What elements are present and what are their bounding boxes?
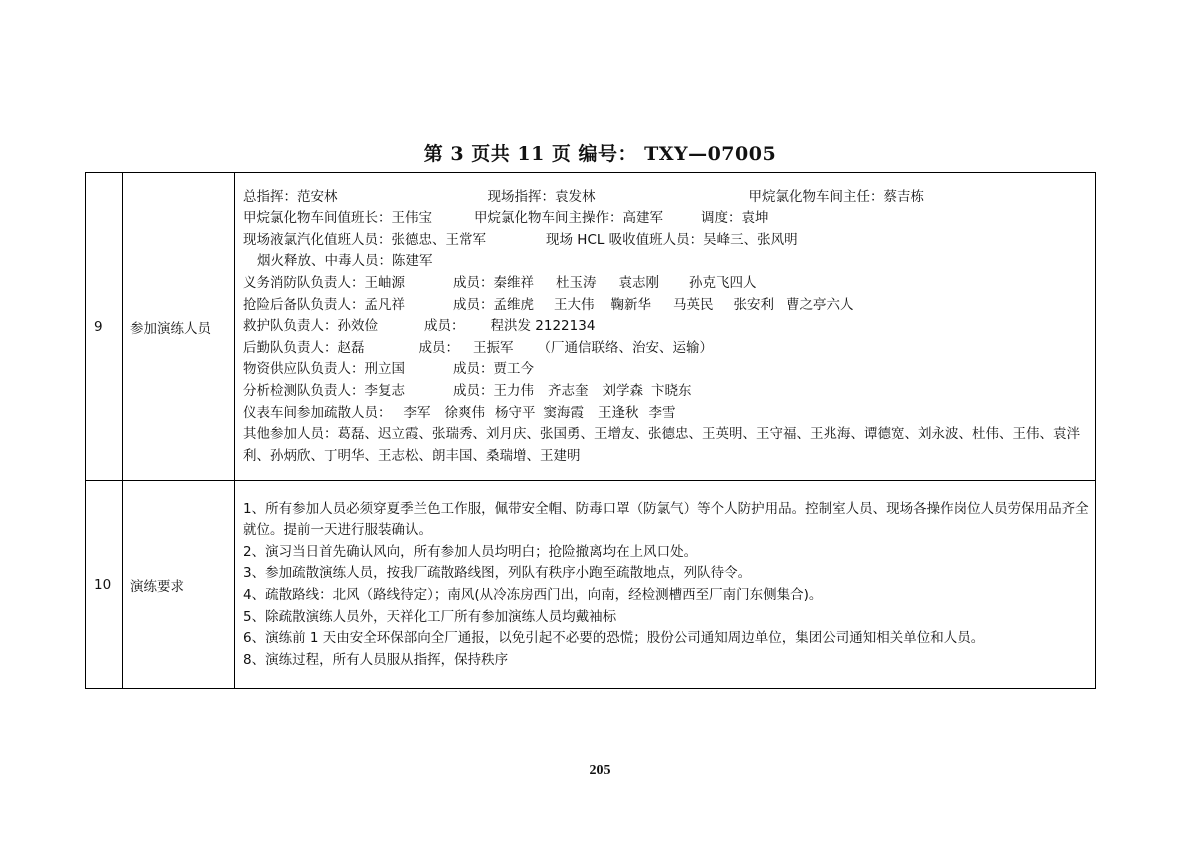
- line-rescue-reserve: 抢险后备队负责人：孟凡祥 成员：孟维虎 王大伟 鞠新华 马英民 张安利 曹之亭六人: [243, 296, 854, 313]
- requirement-item: 3、参加疏散演练人员，按我厂疏散路线图，列队有秩序小跑至疏散地点，列队待令。: [243, 565, 752, 582]
- line-fire-team: 义务消防队负责人：王岫源 成员：秦维祥 杜玉涛 袁志刚 孙克飞四人: [243, 275, 757, 292]
- table-row: [86, 481, 1096, 689]
- row-label: 演练要求: [123, 481, 235, 689]
- line-supply: 物资供应队负责人：刑立国 成员：贾工今: [243, 361, 534, 378]
- row-number: 10: [86, 481, 123, 689]
- page-number: 205: [589, 763, 611, 778]
- line-medical: 救护队负责人：孙效俭 成员： 程洪发 2122134: [243, 318, 596, 335]
- line-smoke: 烟火释放、中毒人员：陈建军: [257, 253, 433, 270]
- table-row: [86, 173, 1096, 481]
- requirement-item: 5、除疏散演练人员外，天祥化工厂所有参加演练人员均戴袖标: [243, 608, 617, 625]
- requirement-item: 8、演练过程，所有人员服从指挥，保持秩序: [243, 651, 509, 668]
- row-label: 参加演练人员: [123, 173, 235, 481]
- participants-cell: [235, 173, 1096, 481]
- line-analysis: 分析检测队负责人：李复志 成员：王力伟 齐志奎 刘学森 卞晓东: [243, 382, 692, 399]
- requirement-item: 6、演练前 1 天由安全环保部向全厂通报，以免引起不必要的恐慌；股份公司通知周边单位，集团公司通知相关单位和人员。: [243, 630, 985, 647]
- line-onsite: 现场液氯汽化值班人员：张德忠、王常军 现场 HCL 吸收值班人员：吴峰三、张风明: [243, 231, 798, 248]
- line-instrument: 仪表车间参加疏散人员： 李军 徐爽伟 杨守平 窦海霞 王逢秋 李雪: [243, 404, 676, 421]
- row-number: 9: [86, 173, 123, 481]
- line-other-participants: 其他参加人员：葛磊、迟立霞、张瑞秀、刘月庆、张国勇、王增友、张德忠、王英明、王守福、王兆海、谭德宽、刘永波、杜伟、王伟、袁泮利、孙炳欣、丁明华、王志松、朗丰国、桑瑞增、王建明: [243, 426, 1080, 464]
- line-commanders: 总指挥：范安林 现场指挥：袁发林 甲烷氯化物车间主任：蔡吉栋: [243, 188, 924, 205]
- line-logistics: 后勤队负责人：赵磊 成员： 王振军 （厂通信联络、治安、运输）: [243, 339, 713, 356]
- line-shift: 甲烷氯化物车间值班长：王伟宝 甲烷氯化物车间主操作：高建军 调度：袁坤: [243, 210, 769, 227]
- page-header: 第 3 页共 11 页 编号： TXY—07005: [423, 143, 777, 165]
- requirement-item: 4、疏散路线：北风（路线待定）；南风(从冷冻房西门出，向南，经检测槽西至厂南门东侧集合)。: [243, 587, 823, 603]
- drill-table: [85, 172, 1096, 689]
- requirements-cell: [235, 481, 1096, 689]
- requirement-item: 1、所有参加人员必须穿夏季兰色工作服，佩带安全帽、防毒口罩（防氯气）等个人防护用品。控制室人员、现场各操作岗位人员劳保用品齐全就位。提前一天进行服装确认。: [243, 500, 1089, 539]
- requirement-item: 2、演习当日首先确认风向，所有参加人员均明白；抢险撤离均在上风口处。: [243, 543, 698, 560]
